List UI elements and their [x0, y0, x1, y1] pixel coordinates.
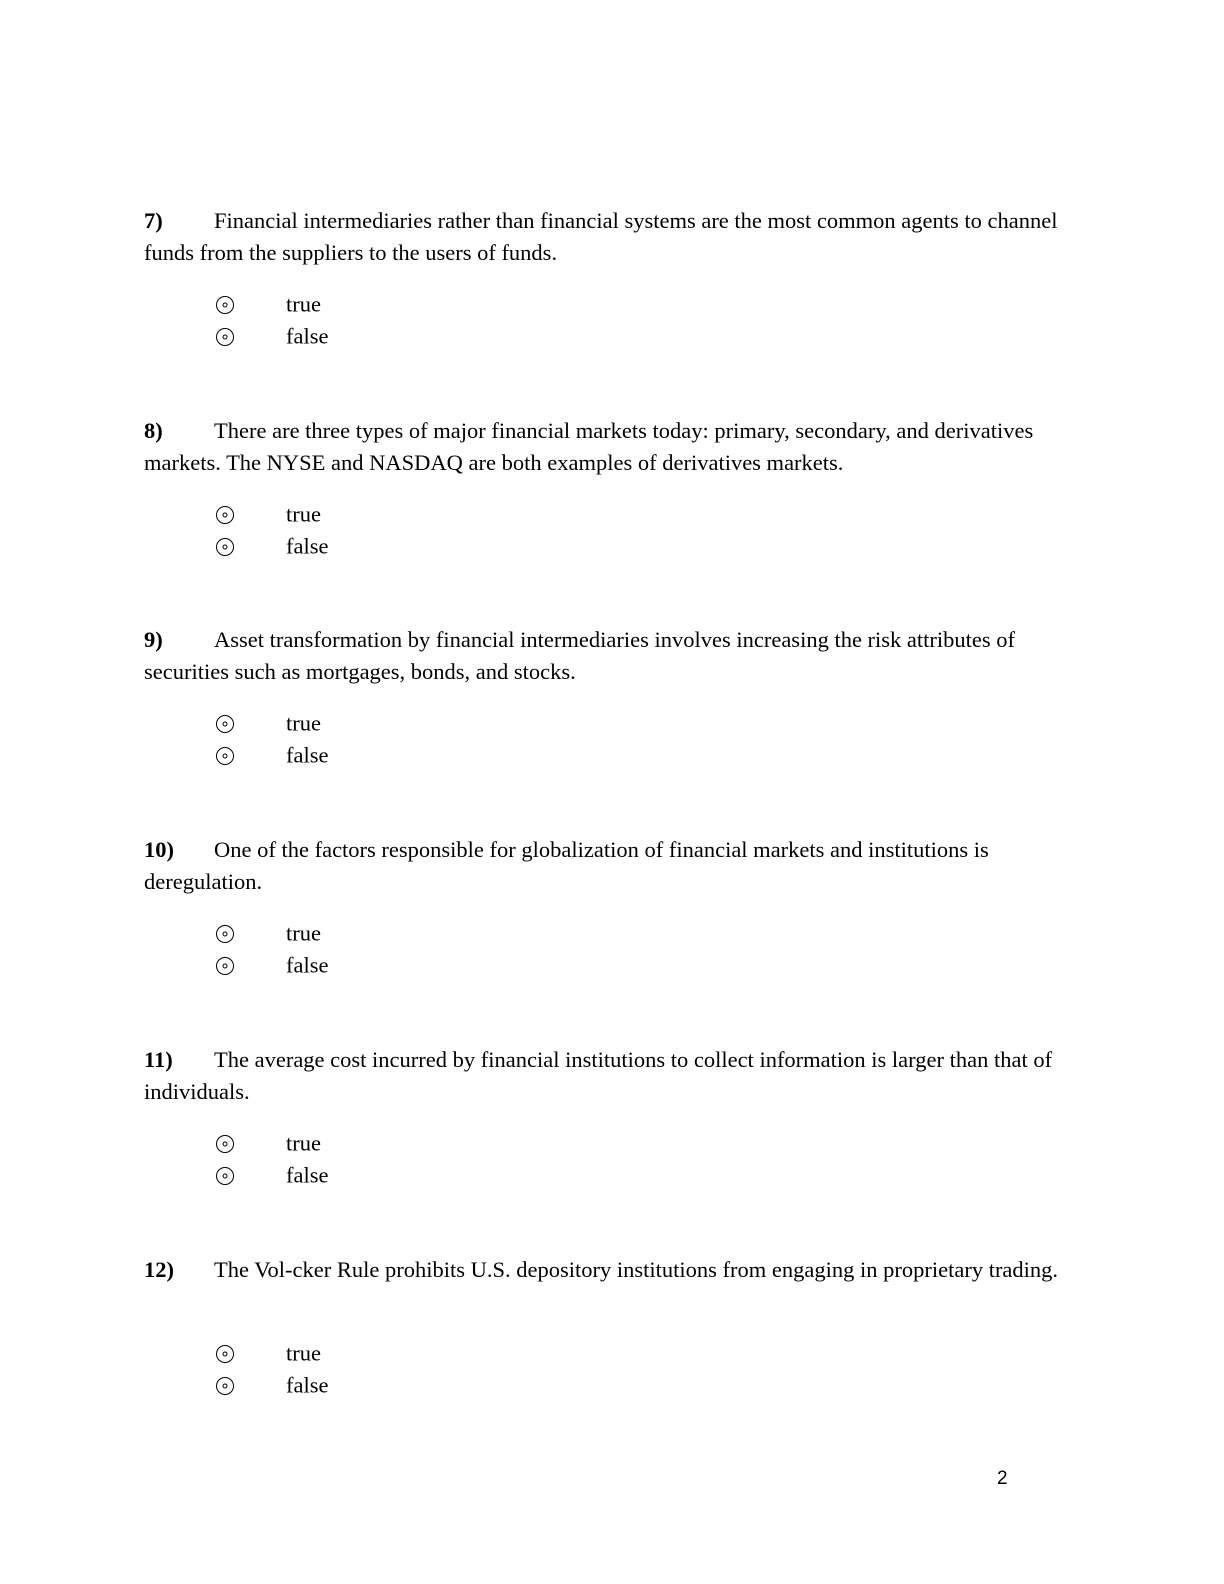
- radio-button-icon[interactable]: [216, 1135, 234, 1153]
- question-prompt: There are three types of major financial markets today: primary, secondary, and derivatives markets. The NYSE and NASDAQ are both examples of derivatives markets.: [144, 418, 1034, 475]
- page-number: 2: [997, 1468, 1008, 1489]
- option-label: true: [286, 291, 321, 317]
- radio-button-icon[interactable]: [216, 1345, 234, 1363]
- question-text: [144, 415, 1079, 478]
- option-label: false: [286, 1372, 329, 1398]
- question-number: 9): [144, 627, 163, 652]
- question-number: 11): [144, 1047, 173, 1072]
- question-text: [144, 624, 1079, 687]
- option-label: false: [286, 952, 329, 978]
- question-number: 10): [144, 837, 174, 862]
- option-label: true: [286, 1130, 321, 1156]
- question-12: [144, 1254, 1079, 1398]
- question-prompt: Asset transformation by financial intermediaries involves increasing the risk attributes of securities such as mortgages, bonds, and stocks.: [144, 627, 1016, 684]
- question-text: [144, 1254, 1079, 1286]
- question-prompt: The Vol-cker Rule prohibits U.S. depository institutions from engaging in proprietary trading.: [214, 1257, 1059, 1282]
- question-11: [144, 1044, 1079, 1188]
- question-text: [144, 205, 1079, 268]
- question-9: [144, 624, 1079, 768]
- option-label: true: [286, 1340, 321, 1366]
- option-label: false: [286, 323, 329, 349]
- answer-options: [216, 1128, 329, 1192]
- radio-button-icon[interactable]: [216, 1167, 234, 1185]
- option-false[interactable]: [216, 1370, 329, 1402]
- question-prompt: The average cost incurred by financial institutions to collect information is larger than that of individuals.: [144, 1047, 1053, 1104]
- answer-options: [216, 499, 329, 563]
- option-false[interactable]: [216, 531, 329, 563]
- option-false[interactable]: [216, 740, 329, 772]
- question-10: [144, 834, 1079, 978]
- radio-button-icon[interactable]: [216, 1377, 234, 1395]
- option-label: true: [286, 710, 321, 736]
- answer-options: [216, 289, 329, 353]
- option-label: true: [286, 501, 321, 527]
- radio-button-icon[interactable]: [216, 506, 234, 524]
- option-true[interactable]: [216, 1338, 321, 1370]
- question-prompt: Financial intermediaries rather than financial systems are the most common agents to channel funds from the suppliers to the users of funds.: [144, 208, 1058, 265]
- question-8: [144, 415, 1079, 559]
- radio-button-icon[interactable]: [216, 747, 234, 765]
- answer-options: [216, 1338, 329, 1402]
- option-label: false: [286, 533, 329, 559]
- radio-button-icon[interactable]: [216, 328, 234, 346]
- option-false[interactable]: [216, 950, 329, 982]
- question-text: [144, 1044, 1079, 1107]
- question-text: [144, 834, 1079, 897]
- answer-options: [216, 708, 329, 772]
- answer-options: [216, 918, 329, 982]
- question-number: 12): [144, 1257, 174, 1282]
- option-label: false: [286, 1162, 329, 1188]
- question-number: 7): [144, 208, 163, 233]
- option-label: true: [286, 920, 321, 946]
- option-true[interactable]: [216, 708, 321, 740]
- question-prompt: One of the factors responsible for globalization of financial markets and institutions is deregulation.: [144, 837, 989, 894]
- radio-button-icon[interactable]: [216, 715, 234, 733]
- question-number: 8): [144, 418, 163, 443]
- question-7: [144, 205, 1079, 349]
- radio-button-icon[interactable]: [216, 925, 234, 943]
- option-label: false: [286, 742, 329, 768]
- radio-button-icon[interactable]: [216, 957, 234, 975]
- radio-button-icon[interactable]: [216, 296, 234, 314]
- option-false[interactable]: [216, 1160, 329, 1192]
- option-true[interactable]: [216, 1128, 321, 1160]
- option-true[interactable]: [216, 918, 321, 950]
- option-true[interactable]: [216, 289, 321, 321]
- radio-button-icon[interactable]: [216, 538, 234, 556]
- option-true[interactable]: [216, 499, 321, 531]
- option-false[interactable]: [216, 321, 329, 353]
